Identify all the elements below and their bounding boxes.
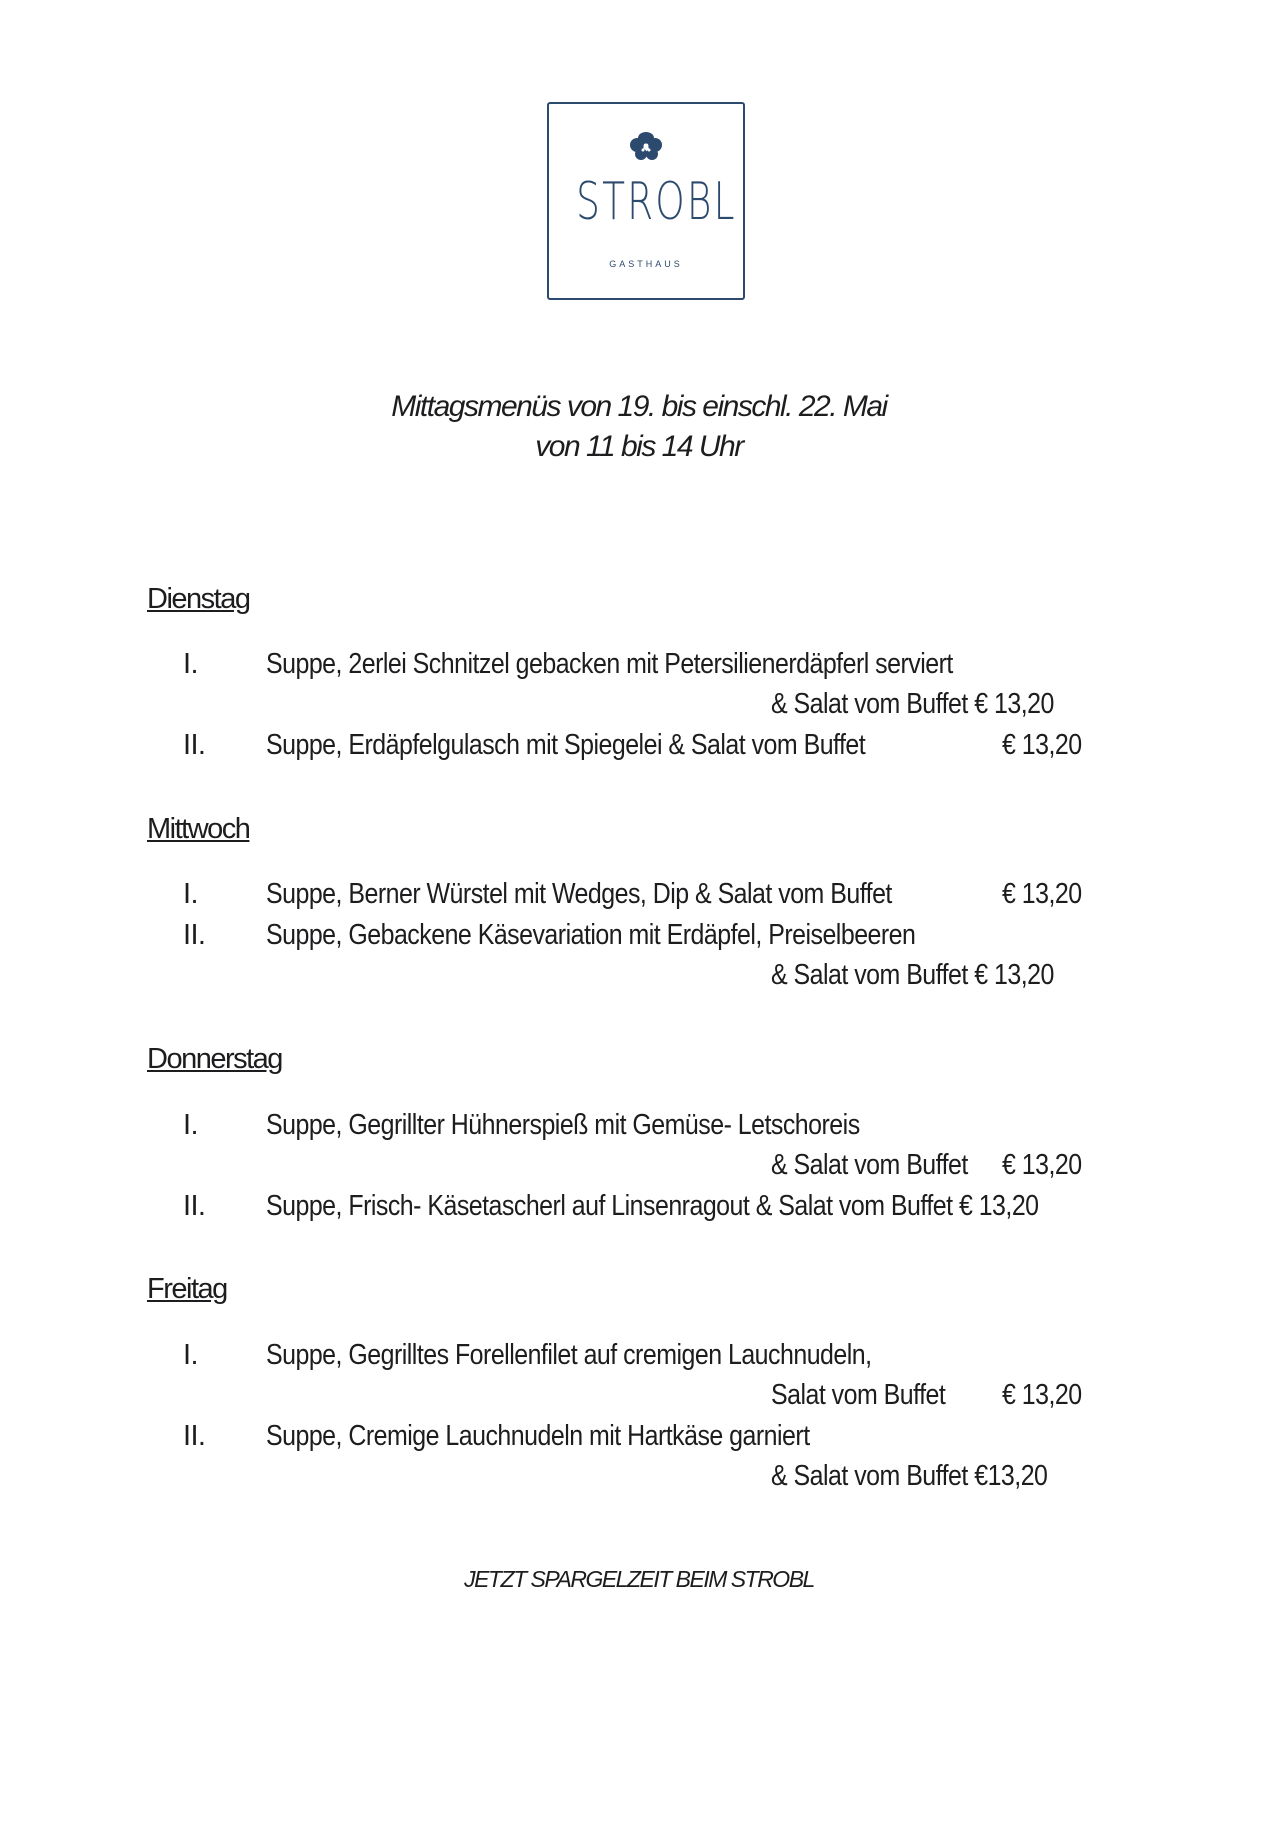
item-description: Suppe, Erdäpfelgulasch mit Spiegelei & Salat vom Buffet xyxy=(266,729,866,761)
menu-title: Mittagsmenüs von 19. bis einschl. 22. Mai xyxy=(391,390,887,423)
item-price: € 13,20 xyxy=(1002,878,1082,910)
item-continuation: Salat vom Buffet xyxy=(771,1379,946,1411)
item-continuation: & Salat vom Buffet € 13,20 xyxy=(771,688,1054,720)
day-heading: Freitag xyxy=(147,1273,227,1305)
item-description: Suppe, Gebackene Käsevariation mit Erdäpfel, Preiselbeeren xyxy=(266,919,916,951)
logo xyxy=(547,102,745,300)
item-number: II. xyxy=(183,919,206,951)
item-number: I. xyxy=(183,1109,198,1141)
brand-name: STROBL xyxy=(576,172,737,232)
item-price: € 13,20 xyxy=(1002,1149,1082,1181)
item-price: € 13,20 xyxy=(1002,1379,1082,1411)
item-description: Suppe, Frisch- Käsetascherl auf Linsenragout & Salat vom Buffet € 13,20 xyxy=(266,1190,1039,1222)
item-description: Suppe, Gegrilltes Forellenfilet auf cremigen Lauchnudeln, xyxy=(266,1339,872,1371)
item-description: Suppe, Cremige Lauchnudeln mit Hartkäse garniert xyxy=(266,1420,810,1452)
item-number: I. xyxy=(183,1339,198,1371)
item-price: € 13,20 xyxy=(1002,729,1082,761)
item-number: II. xyxy=(183,1420,206,1452)
footer-note: JETZT SPARGELZEIT BEIM STROBL xyxy=(464,1566,814,1592)
item-number: I. xyxy=(183,878,198,910)
brand-subtitle: GASTHAUS xyxy=(609,259,683,269)
item-description: Suppe, Gegrillter Hühnerspieß mit Gemüse- Letschoreis xyxy=(266,1109,860,1141)
day-heading: Donnerstag xyxy=(147,1043,282,1075)
item-number: II. xyxy=(183,729,206,761)
item-number: I. xyxy=(183,648,198,680)
item-continuation: & Salat vom Buffet € 13,20 xyxy=(771,959,1054,991)
item-continuation: & Salat vom Buffet €13,20 xyxy=(771,1460,1048,1492)
item-description: Suppe, Berner Würstel mit Wedges, Dip & Salat vom Buffet xyxy=(266,878,892,910)
item-description: Suppe, 2erlei Schnitzel gebacken mit Petersilienerdäpferl serviert xyxy=(266,648,953,680)
day-heading: Dienstag xyxy=(147,583,250,615)
item-number: II. xyxy=(183,1190,206,1222)
menu-hours: von 11 bis 14 Uhr xyxy=(535,430,743,463)
item-continuation: & Salat vom Buffet xyxy=(771,1149,968,1181)
day-heading: Mittwoch xyxy=(147,813,250,845)
